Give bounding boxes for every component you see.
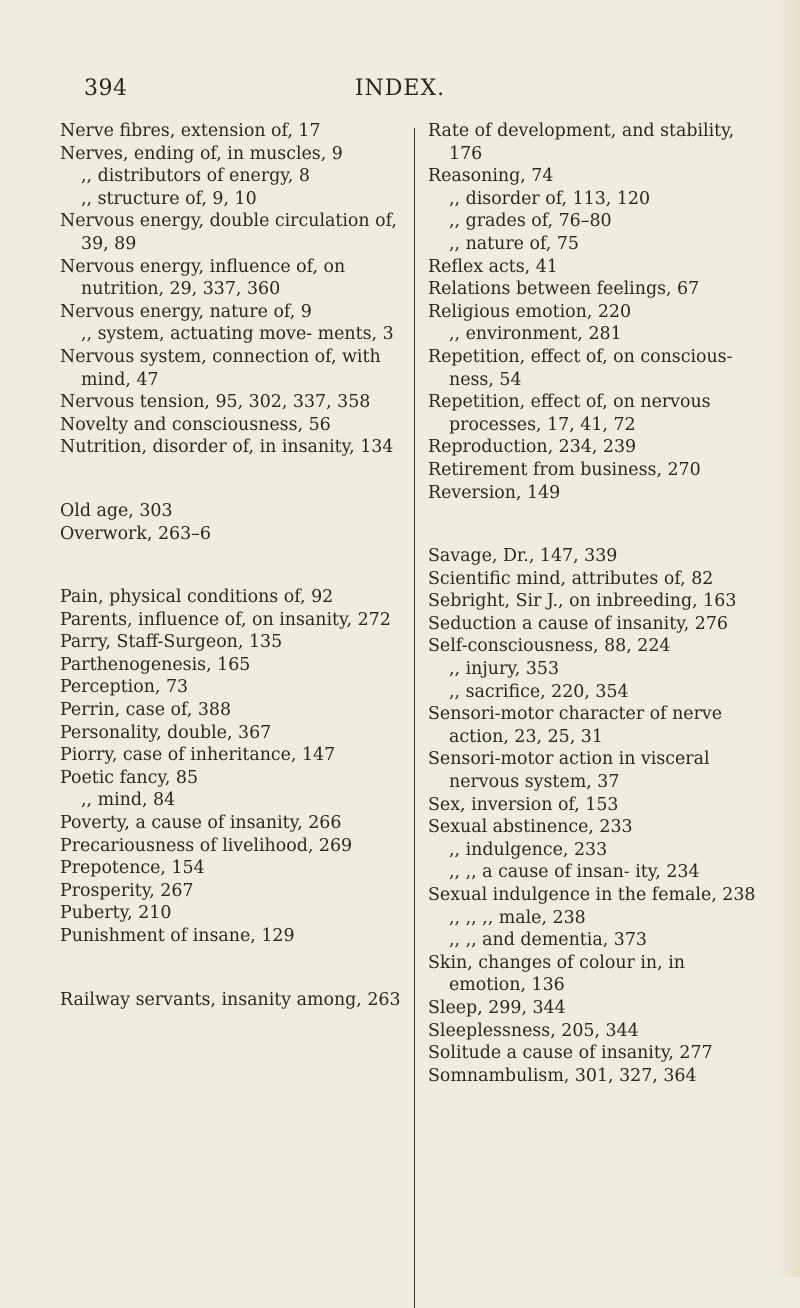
index-entry: ,, indulgence, 233 [449,839,608,860]
index-entry: Poverty, a cause of insanity, 266 [60,813,342,834]
index-entry: Nervous tension, 95, 302, 337, 358 [60,392,371,413]
index-entry: Scientific mind, attributes of, 82 [428,568,714,589]
index-entry: Seduction a cause of insanity, 276 [428,613,728,634]
index-entry: ,, system, actuating move- ments, 3 [81,324,394,345]
index-entry: Reproduction, 234, 239 [428,437,637,458]
index-entry: Nervous energy, nature of, 9 [60,301,312,322]
index-entry: Sleep, 299, 344 [428,997,566,1018]
index-entry: Puberty, 210 [60,903,172,924]
index-entry: ,, structure of, 9, 10 [81,188,257,209]
index-entry: Perception, 73 [60,677,189,698]
index-entry: Prosperity, 267 [60,880,194,901]
index-entry: ,, environment, 281 [449,324,622,345]
index-entry: Sensori-motor action in visceral nervous system, 37 [428,749,710,793]
index-entry: Perrin, case of, 388 [60,700,232,721]
index-entry: Overwork, 263–6 [60,523,211,544]
index-entry: ,, mind, 84 [81,790,176,811]
index-entry: Nerve fibres, extension of, 17 [60,121,321,141]
index-entry: Punishment of insane, 129 [60,926,295,946]
index-entry: Sex, inversion of, 153 [428,794,619,815]
index-entry: Nerves, ending of, in muscles, 9 [60,143,343,164]
index-letter-group [60,500,408,545]
index-entry: Sexual indulgence in the female, 238 [428,885,756,905]
index-entry: Repetition, effect of, on conscious- ness, 54 [428,346,733,390]
index-entry: Rate of development, and stability, 176 [428,121,735,164]
index-entry: ,, ,, and dementia, 373 [449,930,647,951]
index-entry: Prepotence, 154 [60,858,205,879]
index-entry: Somnambulism, 301, 327, 364 [428,1065,697,1086]
index-entry: ,, nature of, 75 [449,233,579,254]
page-header [0,70,800,110]
left-index-column [60,120,408,1011]
index-entry: ,, grades of, 76–80 [449,211,612,232]
index-entry: Railway servants, insanity among, 263 [60,989,401,1010]
index-entry: Sebright, Sir J., on inbreeding, 163 [428,591,737,612]
index-entry: Piorry, case of inheritance, 147 [60,745,336,766]
index-entry: Repetition, effect of, on nervous processes, 17, 41, 72 [428,392,711,435]
index-entry: ,, ,, a cause of insan- ity, 234 [449,862,700,883]
column-divider [414,128,415,1308]
index-entry: Sleeplessness, 205, 344 [428,1020,639,1041]
index-letter-group [428,545,758,1087]
index-entry: ,, disorder of, 113, 120 [449,188,651,209]
index-entry: Self-consciousness, 88, 224 [428,636,671,657]
index-entry: Reasoning, 74 [428,166,554,187]
index-entry: Novelty and consciousness, 56 [60,414,331,435]
page-edge-shade [776,0,800,1277]
index-entry: Pain, physical conditions of, 92 [60,587,334,608]
index-entry: Savage, Dr., 147, 339 [428,546,618,567]
index-entry: Religious emotion, 220 [428,301,632,322]
index-entry: Precariousness of livelihood, 269 [60,835,353,856]
index-entry: Nervous energy, double circulation of, 39, 89 [60,211,397,254]
index-entry: ,, injury, 353 [449,659,560,680]
index-entry: Retirement from business, 270 [428,459,701,480]
right-index-column [428,120,758,1087]
index-entry: ,, sacrifice, 220, 354 [449,681,629,702]
index-entry: Old age, 303 [60,500,173,521]
index-entry: ,, distributors of energy, 8 [81,166,310,187]
index-letter-group [428,120,758,504]
index-entry: Reversion, 149 [428,482,561,503]
page-number: 394 [84,76,128,101]
index-entry: Parents, influence of, on insanity, 272 [60,609,391,630]
index-entry: Sexual abstinence, 233 [428,817,633,838]
index-entry: Parthenogenesis, 165 [60,654,251,675]
index-entry: Nutrition, disorder of, in insanity, 134 [60,437,394,458]
index-entry: Nervous system, connection of, with mind, 47 [60,346,381,390]
running-head: INDEX. [354,76,446,101]
index-entry: Parry, Staff-Surgeon, 135 [60,632,283,653]
index-entry: Relations between feelings, 67 [428,279,700,300]
index-letter-group [60,989,408,1012]
index-entry: Nervous energy, influence of, on nutrition, 29, 337, 360 [60,256,346,300]
index-entry: Skin, changes of colour in, in emotion, 136 [428,952,685,996]
index-entry: Reflex acts, 41 [428,256,558,277]
index-entry: Personality, double, 367 [60,722,272,743]
index-letter-group [60,586,408,948]
index-entry: Solitude a cause of insanity, 277 [428,1043,713,1064]
index-entry: Poetic fancy, 85 [60,767,199,788]
index-entry: ,, ,, ,, male, 238 [449,907,586,928]
index-letter-group [60,120,408,459]
index-entry: Sensori-motor character of nerve action, 23, 25, 31 [428,704,723,747]
